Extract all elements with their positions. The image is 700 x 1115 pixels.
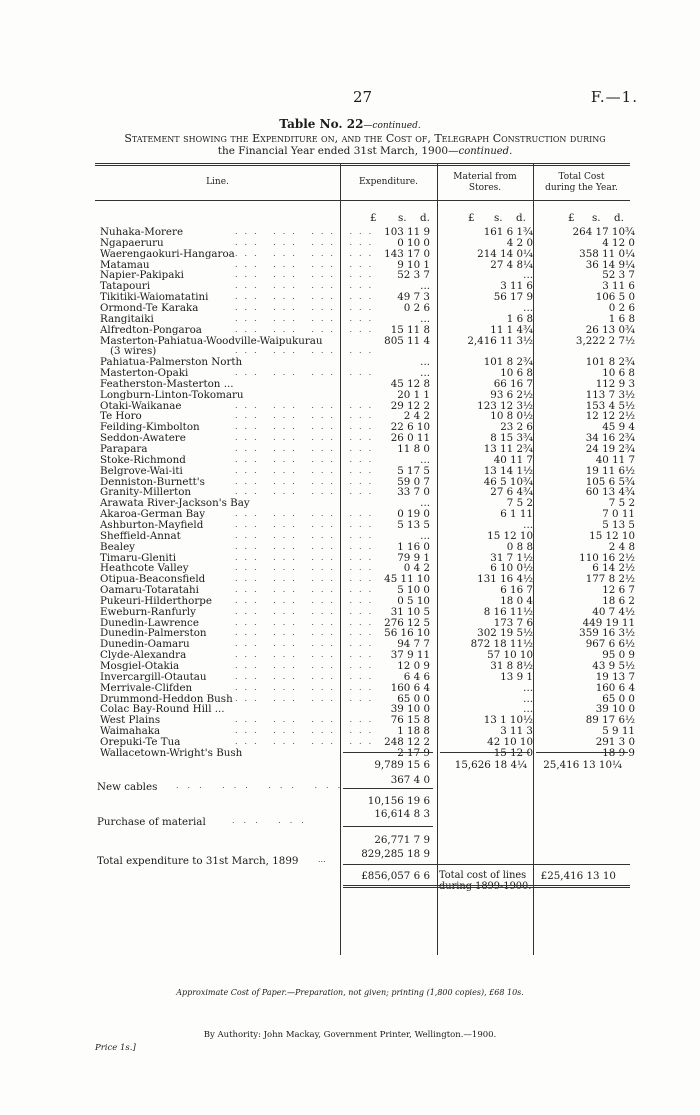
row-line-name: Napier-Pakipaki [100, 269, 184, 282]
row-line-name: Ormond-Te Karaka [100, 301, 199, 314]
leader-dots: ... ... ... ... [235, 444, 379, 453]
row-expenditure: 11 8 0 [397, 443, 430, 455]
row-material: 131 16 4½ [477, 573, 533, 586]
row-line-name: Denniston-Burnett's [100, 475, 205, 488]
row-material: 15 12 0 [493, 746, 533, 759]
statement-line-1: Statement showing the Expenditure on, and the Cost of, Telegraph Construction during [124, 132, 606, 145]
row-material: 161 6 1¾ [483, 226, 533, 238]
leader-dots: ... ... ... ... [235, 661, 379, 670]
table-row [100, 540, 635, 553]
row-expenditure: 39 10 0 [390, 703, 430, 716]
row-material: 123 12 3½ [477, 399, 533, 412]
row-expenditure: 1 18 8 [397, 725, 430, 738]
table-row [100, 681, 635, 694]
row-line-name: Waerengaokuri-Hangaroa [100, 247, 235, 260]
row-expenditure: 9 10 1 [397, 258, 430, 271]
row-total-cost: 1 6 8 [608, 312, 635, 325]
row-total-cost: 19 11 6½ [585, 464, 635, 477]
row-material: 93 6 2½ [490, 388, 533, 401]
row-expenditure: 49 7 3 [397, 291, 430, 304]
row-expenditure: 2 17 9 [397, 746, 430, 759]
row-material: 13 1 10½ [483, 714, 533, 727]
row-line-name: Masterton-Pahiatua-Woodville-Waipukurau [100, 334, 323, 347]
row-expenditure: 26 0 11 [390, 432, 430, 445]
row-material: 56 17 9 [493, 291, 533, 304]
row-line-name: Rangitaiki [100, 312, 154, 325]
subtotal2-amount: 10,156 19 6 [367, 795, 430, 807]
subtotal-rule-total [536, 752, 628, 753]
row-material: 23 2 6 [500, 421, 533, 434]
row-total-cost: 18 6 2 [602, 594, 635, 607]
row-total-cost: 449 19 11 [582, 616, 635, 629]
leader-dots: ... ... ... ... [235, 313, 379, 323]
leader-dots: ... ... ... ... [235, 227, 379, 236]
row-expenditure: ... [420, 367, 430, 380]
leader-dots: ... ... ... ... [235, 324, 379, 334]
leader-dots: ... ... ... ... [235, 682, 379, 692]
row-material: ... [523, 703, 533, 716]
subtotal3-rule [343, 826, 433, 827]
row-line-name: Granity-Millerton [100, 486, 192, 499]
leader-dots: ... ... ... ... [235, 585, 379, 595]
row-material: 11 1 4¾ [490, 323, 533, 336]
leader-dots: ... ... ... ... [235, 563, 379, 573]
leader-dots: ... ... ... ... [235, 671, 379, 681]
row-total-cost: 36 14 9¼ [585, 258, 635, 271]
leader-dots: ... ... ... ... [235, 248, 379, 258]
subtotal-material: 15,626 18 4¼ [454, 759, 527, 771]
row-expenditure: 45 11 10 [384, 573, 430, 586]
row-material: 18 0 4 [500, 594, 533, 607]
printer-authority: By Authority: John Mackay, Government Printer, Wellington.—1900. [203, 1030, 497, 1040]
row-expenditure: 143 17 0 [384, 247, 430, 260]
subtotal3-amount: 26,771 7 9 [374, 834, 430, 846]
row-total-cost: 106 5 0 [595, 291, 635, 304]
row-line-name: Seddon-Awatere [100, 432, 186, 445]
row-material: 57 10 10 [487, 649, 533, 662]
row-expenditure: 5 13 5 [397, 518, 430, 531]
leader-dots: ... ... ... ... [235, 530, 379, 540]
row-total-cost: 45 9 4 [602, 421, 635, 434]
row-material: 2,416 11 3½ [467, 334, 533, 347]
table-row [100, 312, 635, 325]
row-line-name: Parapara [100, 443, 148, 455]
table-top-rule-2 [95, 165, 630, 166]
paper-cost-note: Approximate Cost of Paper.—Preparation, not given; printing (1,800 copies), £68 10s. [176, 988, 524, 997]
leader-dots: ... ... ... ... [235, 454, 379, 464]
row-material: 15 12 10 [487, 529, 533, 542]
row-line-name: Pukeuri-Hilderthorpe [100, 594, 212, 607]
row-expenditure: 1 16 0 [397, 540, 430, 553]
row-expenditure: 0 5 10 [397, 594, 430, 607]
row-total-cost: 967 6 6½ [585, 638, 635, 651]
row-expenditure: 248 12 2 [384, 735, 430, 748]
row-expenditure: 22 6 10 [390, 421, 430, 434]
row-total-cost: 7 5 2 [608, 497, 635, 510]
row-expenditure: 59 0 7 [397, 475, 430, 488]
row-expenditure: 56 16 10 [384, 627, 430, 640]
leader-dots: ... ... ... ... [235, 519, 379, 529]
header-total: Total Cost during the Year. [545, 172, 618, 193]
statement-heading [100, 132, 630, 158]
row-total-cost: 2 4 8 [608, 540, 635, 553]
leader-dots: ... ... ... ... [235, 346, 379, 356]
row-material: 66 16 7 [493, 377, 533, 390]
statement-line-2: the Financial Year ended 31st March, 1900—continued. [217, 145, 513, 157]
header-expenditure: Expenditure. [358, 177, 419, 187]
purchase-dots: ... ... [232, 816, 313, 825]
row-total-cost: 19 13 7 [595, 670, 635, 683]
row-expenditure: ... [420, 453, 430, 466]
row-material: 13 14 1½ [483, 464, 533, 477]
header-bottom-rule [95, 200, 630, 201]
row-material: ... [523, 518, 533, 531]
table-row [100, 432, 635, 445]
row-line-name: Oamaru-Totaratahi [100, 584, 199, 597]
row-line-name: Invercargill-Otautau [100, 670, 207, 683]
row-expenditure: ... [420, 529, 430, 542]
row-expenditure: 52 3 7 [397, 269, 430, 282]
row-expenditure: 31 10 5 [390, 605, 430, 618]
row-expenditure: 65 0 0 [397, 692, 430, 705]
row-line-name: Heathcote Valley [100, 562, 189, 575]
total-1899-amount: 829,285 18 9 [361, 848, 430, 860]
row-line-name: Merrivale-Clifden [100, 681, 193, 694]
row-total-cost: 89 17 6½ [585, 714, 635, 727]
row-total-cost: 43 9 5½ [592, 660, 635, 672]
row-line-name: Akaroa-German Bay [100, 508, 206, 521]
subtotal-total: 25,416 13 10¼ [543, 759, 622, 771]
row-line-name: Wallacetown-Wright's Bush [100, 746, 243, 759]
row-expenditure: 276 12 5 [384, 616, 430, 629]
row-material: 302 19 5½ [477, 627, 533, 640]
row-line-name: Ngapaeruru [100, 236, 164, 249]
row-material: 31 7 1½ [490, 551, 533, 564]
subtotal-expenditure: 9,789 15 6 [374, 759, 430, 771]
row-total-cost: 7 0 11 [602, 508, 635, 521]
row-line-name: Eweburn-Ranfurly [100, 605, 196, 618]
table-row [100, 746, 635, 759]
row-material: 10 8 0½ [490, 410, 533, 423]
row-line-name: West Plains [100, 714, 161, 727]
header-line: Line. [206, 177, 229, 187]
row-line-name: Masterton-Opaki [100, 367, 189, 380]
leader-dots: ... ... ... ... [235, 715, 379, 725]
row-total-cost: 3,222 2 7½ [575, 334, 635, 347]
row-material: 3 11 3 [500, 725, 533, 738]
purchase-amount: 16,614 8 3 [374, 808, 430, 820]
row-total-cost: 359 16 3½ [579, 627, 635, 640]
row-line-name: Orepuki-Te Tua [100, 735, 181, 748]
leader-dots: ... ... ... ... [235, 639, 379, 649]
row-total-cost: 60 13 4¾ [585, 486, 635, 499]
row-total-cost: 177 8 2½ [585, 573, 635, 586]
grand-total-cost: £25,416 13 10 [540, 870, 616, 882]
row-material: 27 4 8¼ [490, 258, 533, 271]
row-material: 0 8 8 [506, 540, 533, 553]
leader-dots: ... ... ... ... [235, 465, 379, 475]
page-number: 27 [353, 88, 373, 106]
row-expenditure: 5 17 5 [397, 464, 430, 477]
row-line-name: Stoke-Richmond [100, 453, 186, 466]
row-expenditure: 33 7 0 [397, 486, 430, 499]
row-total-cost: 291 3 0 [595, 735, 635, 748]
row-total-cost: 24 19 2¾ [585, 443, 635, 455]
total-1899-dots: ... [318, 855, 326, 864]
row-material: ... [523, 692, 533, 705]
leader-dots: ... ... ... ... [235, 368, 379, 378]
grand-total-double-rule-2 [343, 887, 630, 888]
row-expenditure: 94 7 7 [397, 638, 430, 651]
row-material: 4 2 0 [506, 236, 533, 249]
row-total-cost: 10 6 8 [602, 367, 635, 380]
row-total-cost: 95 0 9 [602, 649, 635, 662]
new-cables-amount: 367 4 0 [390, 774, 430, 786]
row-line-name: Arawata River-Jackson's Bay [100, 497, 250, 510]
grand-total-expenditure: £856,057 6 6 [361, 870, 430, 882]
row-line-name: Dunedin-Palmerston [100, 627, 207, 640]
row-expenditure: 0 10 0 [397, 236, 430, 249]
row-material: 8 16 11½ [483, 605, 533, 618]
subtotal-rule-mat [440, 752, 530, 753]
row-total-cost: 3 11 6 [602, 280, 635, 293]
leader-dots: ... ... ... ... [235, 422, 379, 432]
row-total-cost: 6 14 2½ [592, 562, 635, 575]
row-line-name: Timaru-Gleniti [100, 551, 177, 564]
row-total-cost: 18 9 9 [602, 746, 635, 759]
leader-dots: ... ... ... ... [235, 726, 379, 736]
leader-dots: ... ... ... ... [235, 400, 379, 410]
row-total-cost: 12 12 2½ [585, 410, 635, 423]
row-material: 13 9 1 [500, 670, 533, 683]
row-material: 6 1 11 [500, 508, 533, 521]
price-note: Price 1s.] [95, 1043, 136, 1053]
part-number: F.—1. [590, 88, 638, 106]
statement-continued: continued. [458, 146, 513, 157]
row-line-name: (3 wires) [110, 345, 157, 358]
row-expenditure: 79 9 1 [397, 551, 430, 564]
row-expenditure: 12 0 9 [397, 660, 430, 672]
leader-dots: ... ... ... ... [235, 606, 379, 616]
table-row [100, 703, 635, 716]
grand-total-double-rule [343, 885, 630, 886]
row-line-name: Alfredton-Pongaroa [100, 323, 202, 336]
row-line-name: Colac Bay-Round Hill ... [100, 703, 225, 716]
row-material: 1 6 8 [506, 312, 533, 325]
row-expenditure: 76 15 8 [390, 714, 430, 727]
table-row [100, 334, 635, 347]
row-line-name: Bealey [100, 540, 136, 553]
table-title [0, 117, 700, 131]
new-cables-label: New cables [97, 781, 158, 793]
row-total-cost: 5 13 5 [602, 518, 635, 531]
leader-dots: ... ... ... ... [235, 574, 379, 584]
table-row [100, 323, 635, 336]
table-row [100, 226, 635, 238]
row-line-name: Pahiatua-Palmerston North [100, 356, 243, 369]
table-row [100, 605, 635, 618]
row-material: 872 18 11½ [470, 638, 533, 651]
row-material: ... [523, 301, 533, 314]
row-total-cost: 358 11 0¼ [579, 247, 635, 260]
table-row [100, 464, 635, 477]
leader-dots: ... ... ... ... [235, 541, 379, 551]
row-expenditure: 20 1 1 [397, 388, 430, 401]
leader-dots: ... ... ... ... [235, 693, 379, 703]
row-total-cost: 5 9 11 [602, 725, 635, 738]
leader-dots: ... ... ... ... [235, 650, 379, 660]
row-material: 214 14 0¼ [477, 247, 533, 260]
row-expenditure: ... [420, 280, 430, 293]
leader-dots: ... ... ... ... [235, 292, 379, 302]
table-row [100, 388, 635, 401]
row-total-cost: 112 9 3 [595, 377, 635, 390]
row-line-name: Longburn-Linton-Tokomaru [100, 388, 244, 401]
leader-dots: ... ... ... ... [235, 281, 379, 291]
purchase-label: Purchase of material [97, 816, 206, 828]
leader-dots: ... ... ... ... [235, 270, 379, 280]
row-line-name: Otaki-Waikanae [100, 399, 182, 412]
row-total-cost: 4 12 0 [602, 236, 635, 249]
table-row [100, 714, 635, 727]
row-material: 31 8 8½ [490, 660, 533, 672]
leader-dots: ... ... ... ... [235, 302, 379, 312]
leader-dots: ... ... ... ... [235, 552, 379, 562]
row-material: 6 10 0½ [490, 562, 533, 575]
row-total-cost: 0 2 6 [608, 301, 635, 314]
row-total-cost: 39 10 0 [595, 703, 635, 716]
subtotal-rule-exp [343, 752, 433, 753]
leader-dots: ... ... ... ... [235, 237, 379, 247]
row-expenditure: 0 19 0 [397, 508, 430, 521]
row-material: 7 5 2 [506, 497, 533, 510]
grand-total-rule [343, 864, 630, 865]
new-cables-dots: ... ... ... ... [176, 781, 350, 790]
total-1899-label: Total expenditure to 31st March, 1899 [97, 855, 299, 867]
row-line-name: Dunedin-Lawrence [100, 616, 199, 629]
row-expenditure: 0 2 6 [403, 301, 430, 314]
subtotal2-rule [343, 788, 433, 789]
table-title-suffix: —continued. [363, 121, 421, 131]
row-material: 173 7 6 [493, 616, 533, 629]
table-row [100, 399, 635, 412]
row-line-name: Tatapouri [100, 280, 151, 293]
row-expenditure: 29 12 2 [390, 399, 430, 412]
row-expenditure: 160 6 4 [390, 681, 430, 694]
row-line-name: Featherston-Masterton ... [100, 377, 234, 390]
header-material: Material from Stores. [453, 172, 517, 193]
row-material: 40 11 7 [493, 453, 533, 466]
row-material: 10 6 8 [500, 367, 533, 380]
leader-dots: ... ... ... ... [235, 628, 379, 638]
table-title-main: Table No. 22 [279, 117, 364, 131]
table-row [100, 529, 635, 542]
table-row [100, 247, 635, 260]
row-line-name: Feilding-Kimbolton [100, 421, 200, 434]
row-material: 13 11 2¾ [483, 443, 533, 455]
row-line-name: Otipua-Beaconsfield [100, 573, 206, 586]
row-material: ... [523, 681, 533, 694]
row-material: 42 10 10 [487, 735, 533, 748]
table-row [100, 269, 635, 282]
row-line-name: Sheffield-Annat [100, 529, 181, 542]
leader-dots: ... ... ... ... [235, 595, 379, 605]
row-material: 3 11 6 [500, 280, 533, 293]
row-expenditure: 805 11 4 [384, 334, 430, 347]
row-line-name: Drummond-Heddon Bush [100, 692, 233, 705]
leader-dots: ... ... ... ... [235, 433, 379, 443]
row-material: 6 16 7 [500, 584, 533, 597]
row-expenditure: ... [420, 356, 430, 369]
row-material: ... [523, 269, 533, 282]
row-line-name: Clyde-Alexandra [100, 649, 187, 662]
grand-total-note: Total cost of lines during 1899-1900. [439, 870, 532, 892]
row-material: 8 15 3¾ [490, 432, 533, 445]
row-total-cost: 52 3 7 [602, 269, 635, 282]
leader-dots: ... ... ... ... [235, 476, 379, 486]
row-total-cost: 40 11 7 [595, 453, 635, 466]
table-row [100, 301, 635, 314]
row-total-cost: 40 7 4½ [592, 605, 635, 618]
row-total-cost: 12 6 7 [602, 584, 635, 597]
row-total-cost: 160 6 4 [595, 681, 635, 694]
row-total-cost: 26 13 0¾ [585, 323, 635, 336]
row-line-name: Nuhaka-Morere [100, 226, 184, 238]
row-total-cost: 101 8 2¾ [585, 356, 635, 369]
row-line-name: Ashburton-Mayfield [100, 518, 204, 531]
row-total-cost: 105 6 5¾ [585, 475, 635, 488]
row-material: 27 6 4¾ [490, 486, 533, 499]
leader-dots: ... ... ... ... [235, 617, 379, 627]
row-total-cost: 65 0 0 [602, 692, 635, 705]
row-total-cost: 34 16 2¾ [585, 432, 635, 445]
row-expenditure: 6 4 6 [403, 670, 430, 683]
leader-dots: ... ... ... ... [235, 736, 379, 746]
row-total-cost: 15 12 10 [589, 529, 635, 542]
row-expenditure: 37 9 11 [390, 649, 430, 662]
row-total-cost: 153 4 5½ [585, 399, 635, 412]
row-line-name: Matamau [100, 258, 150, 271]
row-line-name: Belgrove-Wai-iti [100, 464, 183, 477]
row-expenditure: 103 11 9 [384, 226, 430, 238]
row-material: 101 8 2¾ [483, 356, 533, 369]
row-material: 46 5 10¾ [483, 475, 533, 488]
row-line-name: Te Horo [100, 410, 142, 423]
row-line-name: Tikitiki-Waiomatatini [100, 291, 209, 304]
leader-dots: ... ... ... ... [235, 259, 379, 269]
leader-dots: ... ... ... ... [235, 411, 379, 421]
leader-dots: ... ... ... ... [235, 509, 379, 519]
leader-dots: ... ... ... ... [235, 487, 379, 497]
row-expenditure: 2 4 2 [403, 410, 430, 423]
row-total-cost: 110 16 2½ [579, 551, 635, 564]
row-expenditure: 5 10 0 [397, 584, 430, 597]
row-total-cost: 113 7 3½ [585, 388, 635, 401]
row-total-cost: 264 17 10¾ [572, 226, 635, 238]
row-expenditure: 15 11 8 [390, 323, 430, 336]
row-line-name: Dunedin-Oamaru [100, 638, 190, 651]
row-expenditure: ... [420, 312, 430, 325]
table-top-rule [95, 163, 630, 164]
row-expenditure: 0 4 2 [403, 562, 430, 575]
row-expenditure: ... [420, 497, 430, 510]
row-line-name: Mosgiel-Otakia [100, 660, 180, 672]
row-expenditure: 45 12 8 [390, 377, 430, 390]
row-line-name: Waimahaka [100, 725, 161, 738]
